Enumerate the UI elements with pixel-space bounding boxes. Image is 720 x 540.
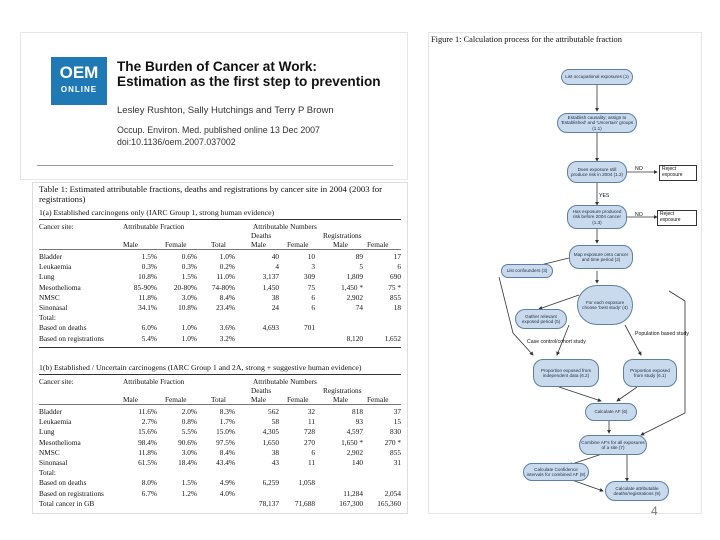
flowchart-connectors <box>429 33 701 513</box>
table-cell: 4.9% <box>219 478 235 488</box>
table-cell: 10.8% <box>138 272 157 282</box>
table-cell: 40 <box>271 252 279 261</box>
table-cell: 89 <box>355 252 363 261</box>
table-cell: 6 <box>311 447 315 457</box>
table-cell: 0.6% <box>181 252 197 261</box>
flow-node-proportion-study: Proportion exposed from study (6.1) <box>623 359 677 387</box>
arrow <box>625 325 641 355</box>
table-cell: 11.8% <box>138 447 157 457</box>
table-cell: 10 <box>307 252 315 261</box>
table-cell: 5.4% <box>141 333 157 343</box>
table-cell: 1,450 * <box>341 282 363 292</box>
table-cell: 4,693 <box>262 323 279 333</box>
table-cell: 3 <box>311 262 315 272</box>
table-cell: 8.3% <box>219 407 235 416</box>
table-cell: 17 <box>393 252 401 261</box>
table-cell: 3.2% <box>219 333 235 343</box>
header-total: Total <box>211 240 226 249</box>
table-cell: 2,902 <box>346 447 363 457</box>
table-cell: 562 <box>268 407 279 416</box>
table-cell: 830 <box>390 427 401 437</box>
table-cell: 2,902 <box>346 292 363 302</box>
paper-journal: Occup. Environ. Med. published online 13 Dec 2007 <box>117 125 320 135</box>
table-cell: 97.5% <box>216 437 235 447</box>
population-based-label: Population based study <box>635 331 689 337</box>
table-cell: 690 <box>390 272 401 282</box>
header-total: Total <box>211 395 226 404</box>
table-rule <box>39 219 401 220</box>
table-row-label: Mesothelioma <box>39 437 81 447</box>
header-deaths-male: Male <box>251 395 266 404</box>
header-deaths-female: Female <box>287 240 309 249</box>
section-b-heading: 1(b) Established / Uncertain carcinogens (IARC Group 1 and 2A, strong + suggestive human evidence) <box>39 363 362 372</box>
table-cell: 855 <box>390 447 401 457</box>
header-attributable-numbers: Attributable Numbers <box>253 222 317 231</box>
table-row-label: Bladder <box>39 252 63 261</box>
table-cell: 2,054 <box>384 488 401 498</box>
table-cell: 11.8% <box>138 292 157 302</box>
figure-title: Figure 1: Calculation process for the attributable fraction <box>431 35 622 44</box>
table-row-label: Leukaemia <box>39 262 72 272</box>
table-cell: 5 <box>359 262 363 272</box>
table-cell: 58 <box>271 417 279 427</box>
flow-node-calculate-af: Calculate AF (6) <box>585 403 637 421</box>
header-deaths-male: Male <box>251 240 266 249</box>
header-attributable-fraction: Attributable Fraction <box>123 377 185 386</box>
table-cell: 31 <box>393 458 401 467</box>
header-registrations: Registrations <box>323 231 362 240</box>
arrow <box>539 295 579 309</box>
table-cell: 270 <box>304 437 315 447</box>
attributable-fraction-table <box>32 182 408 514</box>
header-reg-male: Male <box>333 240 348 249</box>
table-cell: 43.4% <box>216 458 235 467</box>
no-label: NO <box>635 212 643 218</box>
table-cell: 4,305 <box>262 427 279 437</box>
table-cell: 6.7% <box>141 488 157 498</box>
table-cell: 15.6% <box>138 427 157 437</box>
table-cell: 6,259 <box>262 478 279 488</box>
flow-node-exposed-period: Gather relevant exposed period (5) <box>515 309 567 329</box>
table-cell: 6 <box>311 292 315 302</box>
table-cell: 1,650 * <box>341 437 363 447</box>
table-cell: 4.0% <box>219 488 235 498</box>
table-cell: 11,284 <box>343 488 363 498</box>
header-cancer-site: Cancer site: <box>39 377 74 386</box>
flow-node-map-exposure: Map exposure onto cancer and time period (2) <box>569 245 633 269</box>
divider <box>37 165 393 166</box>
table-cell: 24 <box>271 303 279 312</box>
header-reg-male: Male <box>333 395 348 404</box>
header-registrations: Registrations <box>323 386 362 395</box>
table-row-label: Based on deaths <box>39 478 87 488</box>
table-cell: 8.4% <box>219 447 235 457</box>
flow-node-establish-causality: Establish causality; assign to 'Established' and 'Uncertain' groups (1.1) <box>557 113 637 133</box>
yes-label: YES <box>599 193 610 199</box>
table-cell: 855 <box>390 292 401 302</box>
header-male: Male <box>123 395 138 404</box>
table-row-label: Total: <box>39 313 56 323</box>
table-cell: 71,688 <box>294 498 315 508</box>
header-deaths: Deaths <box>251 386 272 395</box>
flow-node-proportion-independent: Proportion exposed from independent data (6.2) <box>533 359 599 387</box>
table-row-label: NMSC <box>39 447 60 457</box>
flow-node-confidence-intervals: Calculate Confidence intervals for combined AF (8) <box>523 463 589 481</box>
table-cell: 38 <box>271 447 279 457</box>
table-cell: 78,137 <box>258 498 279 508</box>
table-cell: 1.0% <box>181 323 197 333</box>
table-row-label: Lung <box>39 427 55 437</box>
table-cell: 8.4% <box>219 292 235 302</box>
reject-exposure-box: Reject exposure <box>657 210 697 226</box>
table-cell: 140 <box>352 458 363 467</box>
table-cell: 11 <box>307 417 315 427</box>
table-row-label: Sinonasal <box>39 303 68 312</box>
table-row-label: Leukaemia <box>39 417 72 427</box>
table-row-label: Based on registrations <box>39 488 104 498</box>
header-male: Male <box>123 240 138 249</box>
table-cell: 4,597 <box>346 427 363 437</box>
table-cell: 75 <box>307 282 315 292</box>
flow-node-still-risk: Does exposure still produce risk in 2004 (1.2) <box>567 161 627 183</box>
table-cell: 2.7% <box>141 417 157 427</box>
table-cell: 309 <box>304 272 315 282</box>
table-cell: 11 <box>307 458 315 467</box>
table-cell: 167,300 <box>339 498 363 508</box>
table-row-label: NMSC <box>39 292 60 302</box>
table-cell: 11.6% <box>138 407 157 416</box>
table-cell: 0.8% <box>181 417 197 427</box>
table-cell: 818 <box>352 407 363 416</box>
flow-node-combine-afs: Combine AF's for all exposures of a site (7) <box>579 435 647 455</box>
header-reg-female: Female <box>367 240 389 249</box>
arrow <box>617 387 637 401</box>
flow-node-best-study: For each exposure choose 'best study' (4) <box>577 285 633 325</box>
table-cell: 75 * <box>388 282 401 292</box>
table-cell: 165,360 <box>377 498 401 508</box>
logo-text-online: ONLINE <box>60 85 98 94</box>
table-cell: 6 <box>311 303 315 312</box>
table-cell: 18.4% <box>178 458 197 467</box>
reject-exposure-box: Reject exposure <box>659 165 697 181</box>
table-cell: 3,137 <box>262 272 279 282</box>
table-cell: 3.0% <box>181 292 197 302</box>
table-cell: 43 <box>271 458 279 467</box>
table-cell: 11.0% <box>216 272 235 282</box>
table-rule <box>39 347 401 348</box>
flow-node-list-confounders: List confounders (3) <box>501 264 553 278</box>
table-cell: 0.2% <box>219 262 235 272</box>
table-row-label: Based on deaths <box>39 323 87 333</box>
table-cell: 3.0% <box>181 447 197 457</box>
table-cell: 1.5% <box>181 478 197 488</box>
table-cell: 74 <box>355 303 363 312</box>
table-cell: 1.7% <box>219 417 235 427</box>
table-cell: 18 <box>393 303 401 312</box>
table-row-label: Mesothelioma <box>39 282 81 292</box>
table-cell: 6.0% <box>141 323 157 333</box>
arrow <box>559 387 601 401</box>
table-cell: 37 <box>393 407 401 416</box>
header-female: Female <box>165 240 187 249</box>
header-cancer-site: Cancer site: <box>39 222 74 231</box>
table-row-label: Bladder <box>39 407 63 416</box>
table-cell: 1,450 <box>262 282 279 292</box>
page-number: 4 <box>651 504 658 518</box>
table-row-label: Based on registrations <box>39 333 104 343</box>
table-rule <box>39 249 401 250</box>
table-rule <box>39 374 401 375</box>
header-attributable-numbers: Attributable Numbers <box>253 377 317 386</box>
table-cell: 74-80% <box>211 282 235 292</box>
table-cell: 4 <box>275 262 279 272</box>
oem-online-logo <box>51 57 107 105</box>
flow-node-past-risk: Has exposure produced risk before 2004 cancer (1.3) <box>567 205 627 229</box>
table-cell: 1.5% <box>141 252 157 261</box>
table-row-label: Lung <box>39 272 55 282</box>
table-caption: Table 1: Estimated attributable fractions, deaths and registrations by cancer site in 2004 (2003 for registrations) <box>39 184 383 204</box>
table-cell: 15.0% <box>216 427 235 437</box>
flow-node-list-exposures: List occupational exposures (1) <box>561 69 633 85</box>
table-cell: 701 <box>304 323 315 333</box>
table-cell: 61.5% <box>138 458 157 467</box>
table-cell: 32 <box>307 407 315 416</box>
table-cell: 8.0% <box>141 478 157 488</box>
table-cell: 1.0% <box>181 333 197 343</box>
table-cell: 1,058 <box>298 478 315 488</box>
table-cell: 3.6% <box>219 323 235 333</box>
header-deaths-female: Female <box>287 395 309 404</box>
table-cell: 1.2% <box>181 488 197 498</box>
header-female: Female <box>165 395 187 404</box>
table-cell: 93 <box>355 417 363 427</box>
table-cell: 20-80% <box>173 282 197 292</box>
no-label: NO <box>635 166 643 172</box>
table-cell: 15 <box>393 417 401 427</box>
header-attributable-fraction: Attributable Fraction <box>123 222 185 231</box>
table-cell: 2.0% <box>181 407 197 416</box>
table-cell: 728 <box>304 427 315 437</box>
table-row-label: Total: <box>39 468 56 478</box>
table-rule <box>39 404 401 405</box>
table-cell: 1.0% <box>219 252 235 261</box>
table-cell: 85-90% <box>133 282 157 292</box>
header-reg-female: Female <box>367 395 389 404</box>
table-row-label: Total cancer in GB <box>39 498 95 508</box>
flow-node-attributable-deaths: Calculate attributable deaths/registrations (9) <box>605 481 669 501</box>
paper-authors: Lesley Rushton, Sally Hutchings and Terry P Brown <box>117 105 334 116</box>
table-cell: 38 <box>271 292 279 302</box>
calculation-flowchart <box>428 32 702 514</box>
table-cell: 10.8% <box>178 303 197 312</box>
table-cell: 0.3% <box>141 262 157 272</box>
table-cell: 6 <box>397 262 401 272</box>
table-cell: 1,652 <box>384 333 401 343</box>
table-cell: 270 * <box>384 437 401 447</box>
table-cell: 8,120 <box>346 333 363 343</box>
logo-text-oem: OEM <box>59 63 99 82</box>
table-cell: 1,650 <box>262 437 279 447</box>
case-control-label: Case control/cohort study <box>527 339 586 345</box>
table-cell: 0.3% <box>181 262 197 272</box>
table-row-label: Sinonasal <box>39 458 68 467</box>
paper-header <box>20 32 408 180</box>
table-cell: 5.5% <box>181 427 197 437</box>
header-deaths: Deaths <box>251 231 272 240</box>
table-cell: 1,809 <box>346 272 363 282</box>
table-cell: 34.1% <box>138 303 157 312</box>
table-cell: 98.4% <box>138 437 157 447</box>
paper-doi: doi:10.1136/oem.2007.037002 <box>117 137 236 147</box>
table-cell: 90.6% <box>178 437 197 447</box>
section-a-heading: 1(a) Established carcinogens only (IARC Group 1, strong human evidence) <box>39 208 275 217</box>
table-cell: 23.4% <box>216 303 235 312</box>
table-cell: 1.5% <box>181 272 197 282</box>
paper-title: The Burden of Cancer at Work: Estimation as the first step to prevention <box>117 59 381 89</box>
